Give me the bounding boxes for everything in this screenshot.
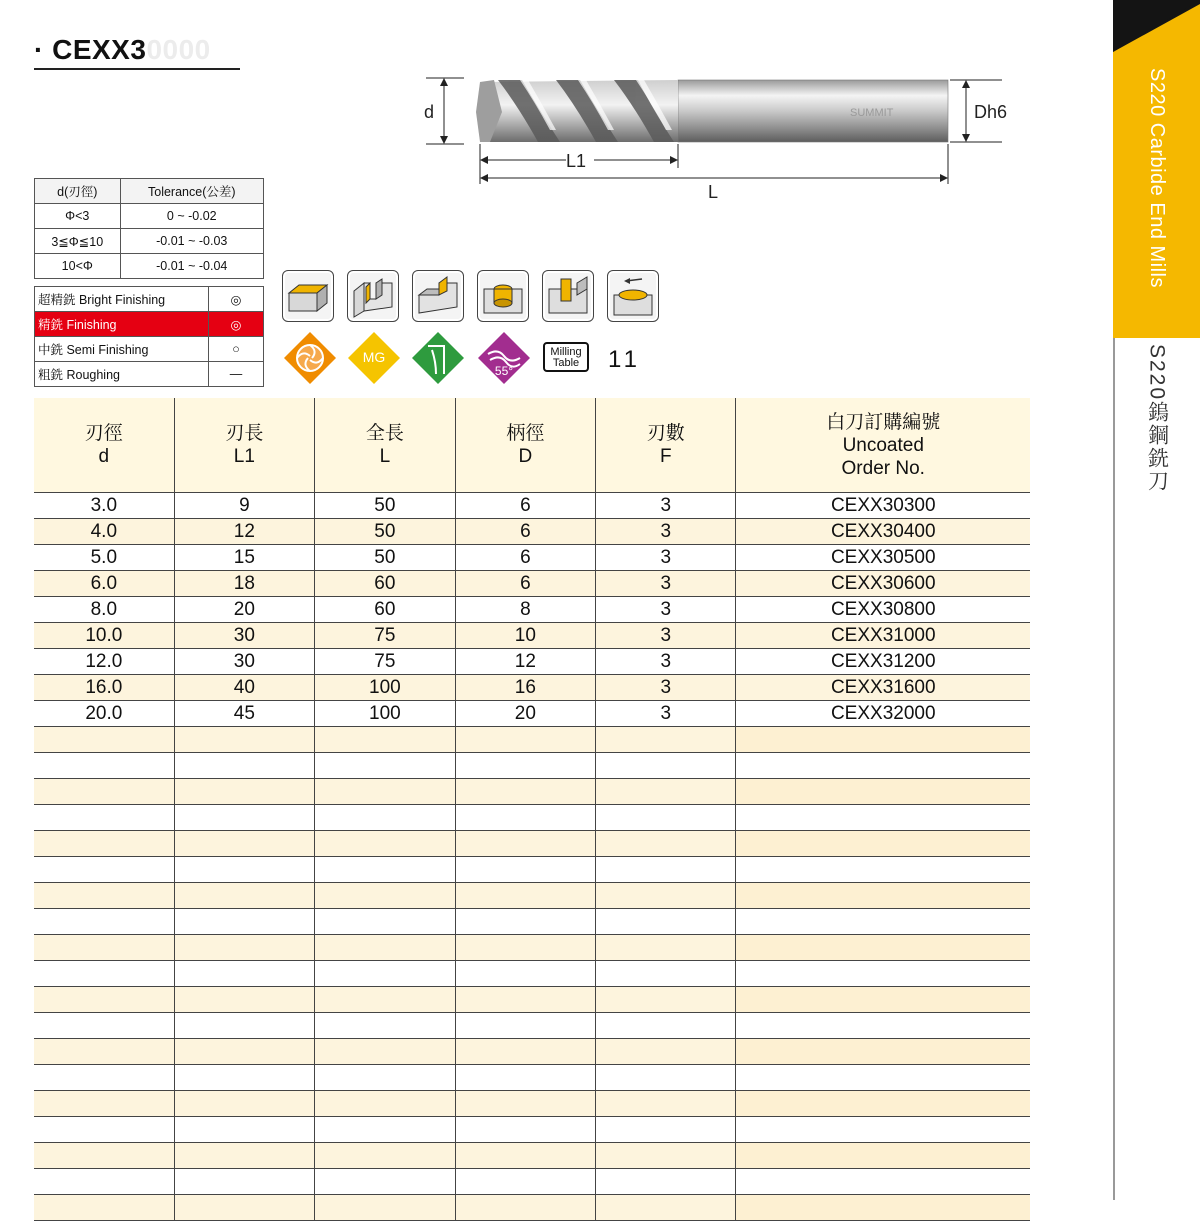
empty-cell [34,1117,174,1143]
cell-flutes: 3 [596,571,736,597]
cell-cutting-length: 45 [174,701,314,727]
empty-cell [315,805,456,831]
cell-order-number: CEXX30800 [736,597,1030,623]
empty-cell [455,1195,595,1221]
empty-cell [736,1065,1030,1091]
cell-cutting-length: 12 [174,519,314,545]
empty-cell [596,1039,736,1065]
finishing-row-finishing [35,312,264,337]
empty-cell [596,1091,736,1117]
empty-cell [455,935,595,961]
empty-cell [315,883,456,909]
empty-cell [34,883,174,909]
cell-diameter: 5.0 [34,545,174,571]
empty-cell [174,1169,314,1195]
empty-table-row [34,1169,1030,1195]
cell-cutting-length: 40 [174,675,314,701]
cell-shank-diameter: 6 [455,493,595,519]
sidebar-title-english: S220 Carbide End Mills [1146,68,1168,288]
empty-cell [596,1143,736,1169]
cell-cutting-length: 18 [174,571,314,597]
title-ghost-digits: 0000 [146,34,211,65]
empty-cell [34,805,174,831]
empty-table-row [34,1091,1030,1117]
empty-cell [455,1091,595,1117]
milling-table-icon [543,342,589,372]
table-row [34,675,1030,701]
empty-cell [315,1169,456,1195]
cell-order-number: CEXX31200 [736,649,1030,675]
cell-overall-length: 60 [315,597,456,623]
empty-cell [596,753,736,779]
finishing-symbol: ○ [209,337,264,362]
ramping-icon [607,270,659,322]
empty-cell [174,1039,314,1065]
pocket-milling-icon [477,270,529,322]
empty-cell [315,727,456,753]
header-cutting-diameter: 刃徑 d [34,398,174,493]
empty-cell [455,1143,595,1169]
cell-overall-length: 100 [315,675,456,701]
empty-table-row [34,909,1030,935]
cell-diameter: 16.0 [34,675,174,701]
empty-cell [736,753,1030,779]
empty-cell [596,987,736,1013]
three-flute-icon [282,330,338,391]
table-row [34,493,1030,519]
empty-cell [34,727,174,753]
empty-cell [455,961,595,987]
empty-cell [596,1065,736,1091]
finishing-symbol: ◎ [209,312,264,337]
empty-cell [736,1169,1030,1195]
cell-flutes: 3 [596,493,736,519]
finishing-label: 中銑 Semi Finishing [35,337,209,362]
empty-cell [34,1169,174,1195]
milling-table-page-ref: 11 [608,346,641,373]
empty-cell [315,961,456,987]
empty-cell [596,1117,736,1143]
label-dh6: Dh6 [974,102,1008,122]
empty-cell [736,857,1030,883]
cell-diameter: 10.0 [34,623,174,649]
empty-cell [174,1195,314,1221]
empty-cell [174,1013,314,1039]
finishing-label: 粗銑 Roughing [35,362,209,387]
table-row [34,649,1030,675]
empty-cell [596,857,736,883]
table-row [34,597,1030,623]
finishing-symbol: — [209,362,264,387]
empty-cell [455,987,595,1013]
engraving-text: SUMMIT [850,107,894,119]
empty-cell [596,831,736,857]
empty-cell [455,727,595,753]
cell-overall-length: 50 [315,493,456,519]
finishing-label: 精銑 Finishing [35,312,209,337]
empty-cell [174,935,314,961]
empty-cell [34,909,174,935]
cell-shank-diameter: 6 [455,545,595,571]
empty-cell [34,1091,174,1117]
header-order-number: 白刀訂購編號 Uncoated Order No. [736,398,1030,493]
flute-geometry-icon [410,330,466,391]
tolerance-value: -0.01 ~ -0.04 [120,254,263,279]
specification-table [34,398,1030,1221]
finishing-table [34,286,264,387]
empty-cell [315,857,456,883]
empty-cell [596,883,736,909]
label-d: d [424,102,435,122]
milling-table-text-line1: Milling [550,346,582,358]
empty-cell [736,831,1030,857]
helix-55-icon [476,330,532,386]
empty-cell [596,1195,736,1221]
empty-cell [34,1065,174,1091]
empty-cell [736,1143,1030,1169]
empty-cell [315,1039,456,1065]
empty-table-row [34,935,1030,961]
finishing-symbol: ◎ [209,287,264,312]
empty-cell [736,1091,1030,1117]
empty-cell [736,987,1030,1013]
empty-cell [315,753,456,779]
table-row [34,519,1030,545]
table-row [34,701,1030,727]
empty-table-row [34,1117,1030,1143]
empty-cell [174,753,314,779]
tolerance-header-tolerance: Tolerance(公差) [120,179,263,204]
cell-flutes: 3 [596,675,736,701]
empty-table-row [34,1039,1030,1065]
empty-cell [596,935,736,961]
table-row [34,545,1030,571]
empty-cell [736,1013,1030,1039]
empty-cell [315,1065,456,1091]
empty-cell [174,779,314,805]
cell-order-number: CEXX31000 [736,623,1030,649]
empty-cell [455,831,595,857]
cell-diameter: 6.0 [34,571,174,597]
tolerance-row [35,229,264,254]
finishing-label: 超精銑 Bright Finishing [35,287,209,312]
empty-cell [596,1013,736,1039]
cell-order-number: CEXX30500 [736,545,1030,571]
cell-diameter: 3.0 [34,493,174,519]
empty-cell [455,1065,595,1091]
cell-shank-diameter: 6 [455,519,595,545]
empty-table-row [34,1065,1030,1091]
cell-flutes: 3 [596,649,736,675]
empty-cell [315,1195,456,1221]
cell-order-number: CEXX32000 [736,701,1030,727]
empty-cell [34,935,174,961]
cell-cutting-length: 30 [174,649,314,675]
empty-cell [34,779,174,805]
cell-cutting-length: 20 [174,597,314,623]
face-milling-icon [282,270,334,322]
tolerance-range: 3≦Φ≦10 [35,229,121,254]
empty-cell [455,883,595,909]
cell-order-number: CEXX30600 [736,571,1030,597]
end-mill-diagram [410,72,1030,202]
empty-cell [174,1117,314,1143]
empty-cell [736,1195,1030,1221]
cell-flutes: 3 [596,545,736,571]
empty-cell [174,805,314,831]
cell-diameter: 12.0 [34,649,174,675]
tolerance-table [34,178,264,279]
cell-flutes: 3 [596,597,736,623]
empty-cell [455,1013,595,1039]
empty-cell [315,1013,456,1039]
empty-cell [174,1143,314,1169]
empty-cell [596,909,736,935]
empty-cell [315,935,456,961]
table-header-row [34,398,1030,493]
empty-cell [315,1117,456,1143]
empty-cell [34,753,174,779]
empty-cell [736,961,1030,987]
cell-order-number: CEXX30300 [736,493,1030,519]
empty-cell [455,779,595,805]
tolerance-range: 10<Φ [35,254,121,279]
finishing-row-roughing [35,362,264,387]
empty-cell [736,909,1030,935]
empty-table-row [34,831,1030,857]
cell-shank-diameter: 8 [455,597,595,623]
cell-cutting-length: 30 [174,623,314,649]
header-shank-diameter: 柄徑 D [455,398,595,493]
slot-milling-icon [347,270,399,322]
cell-shank-diameter: 10 [455,623,595,649]
empty-cell [174,857,314,883]
empty-cell [455,1117,595,1143]
empty-cell [736,883,1030,909]
empty-cell [34,1013,174,1039]
cell-overall-length: 75 [315,623,456,649]
empty-table-row [34,805,1030,831]
cell-shank-diameter: 16 [455,675,595,701]
empty-cell [596,779,736,805]
tolerance-value: 0 ~ -0.02 [120,204,263,229]
tolerance-row [35,204,264,229]
empty-table-row [34,1143,1030,1169]
empty-cell [174,909,314,935]
cell-overall-length: 50 [315,545,456,571]
cell-overall-length: 75 [315,649,456,675]
cell-diameter: 4.0 [34,519,174,545]
empty-cell [174,961,314,987]
empty-cell [34,831,174,857]
empty-cell [455,1039,595,1065]
mg-icon-text: MG [362,349,386,365]
empty-cell [736,1117,1030,1143]
cell-overall-length: 60 [315,571,456,597]
milling-table-text-line2: Table [552,357,580,369]
finishing-row-semi [35,337,264,362]
tolerance-range: Φ<3 [35,204,121,229]
empty-cell [736,779,1030,805]
mg-icon [346,330,402,386]
cell-cutting-length: 9 [174,493,314,519]
label-l: L [708,182,719,202]
empty-cell [174,831,314,857]
finishing-row-bright [35,287,264,312]
table-row [34,571,1030,597]
table-row [34,623,1030,649]
plunge-milling-icon [542,270,594,322]
empty-cell [34,987,174,1013]
empty-cell [596,805,736,831]
empty-cell [455,753,595,779]
empty-cell [455,805,595,831]
empty-cell [174,883,314,909]
empty-cell [736,727,1030,753]
empty-cell [455,909,595,935]
empty-cell [596,727,736,753]
header-flutes: 刃數 F [596,398,736,493]
cell-flutes: 3 [596,623,736,649]
empty-cell [34,857,174,883]
empty-cell [455,1169,595,1195]
cell-overall-length: 100 [315,701,456,727]
empty-cell [174,1065,314,1091]
cell-overall-length: 50 [315,519,456,545]
header-cutting-length: 刃長 L1 [174,398,314,493]
empty-cell [315,831,456,857]
cell-shank-diameter: 12 [455,649,595,675]
page-title: · CEXX30000 [34,34,211,65]
cell-shank-diameter: 6 [455,571,595,597]
empty-table-row [34,753,1030,779]
empty-cell [596,1169,736,1195]
empty-table-row [34,1013,1030,1039]
empty-cell [315,909,456,935]
sidebar-title-chinese: S220鎢鋼銑刀 [1145,344,1169,494]
empty-cell [315,987,456,1013]
empty-table-row [34,883,1030,909]
empty-cell [736,935,1030,961]
cell-order-number: CEXX31600 [736,675,1030,701]
empty-cell [596,961,736,987]
cell-flutes: 3 [596,519,736,545]
empty-table-row [34,987,1030,1013]
empty-table-row [34,727,1030,753]
empty-cell [736,805,1030,831]
empty-cell [315,1091,456,1117]
tolerance-value: -0.01 ~ -0.03 [120,229,263,254]
label-l1: L1 [566,151,587,171]
side-milling-icon [412,270,464,322]
cell-diameter: 20.0 [34,701,174,727]
helix-angle-text: 55° [494,364,514,378]
empty-cell [315,1143,456,1169]
title-underline [34,68,240,70]
empty-cell [455,857,595,883]
empty-table-row [34,779,1030,805]
empty-cell [34,1143,174,1169]
empty-table-row [34,857,1030,883]
empty-table-row [34,1195,1030,1221]
cell-shank-diameter: 20 [455,701,595,727]
empty-cell [34,1039,174,1065]
cell-cutting-length: 15 [174,545,314,571]
tolerance-row [35,254,264,279]
empty-cell [174,1091,314,1117]
empty-cell [34,1195,174,1221]
tolerance-header-diameter: d(刃徑) [35,179,121,204]
empty-cell [34,961,174,987]
empty-cell [174,987,314,1013]
cell-flutes: 3 [596,701,736,727]
empty-cell [736,1039,1030,1065]
empty-cell [315,779,456,805]
cell-order-number: CEXX30400 [736,519,1030,545]
empty-table-row [34,961,1030,987]
cell-diameter: 8.0 [34,597,174,623]
header-overall-length: 全長 L [315,398,456,493]
empty-cell [174,727,314,753]
